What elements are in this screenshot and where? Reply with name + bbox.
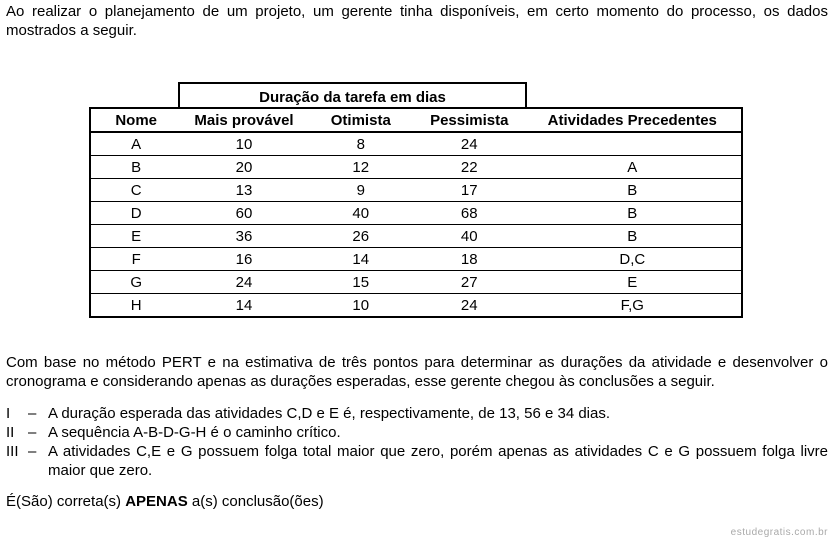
cell-mais-provavel: 14 xyxy=(235,296,253,314)
cell-nome: B xyxy=(90,156,181,179)
header-pessimista: Pessimista xyxy=(415,108,524,132)
table-row xyxy=(90,225,742,248)
cell-nome: C xyxy=(90,179,181,202)
conclusion-item-3 xyxy=(6,442,828,480)
cell-mais-provavel: 20 xyxy=(181,156,306,179)
cell-nome: A xyxy=(90,132,181,156)
cell-mais-provavel: 60 xyxy=(181,202,306,225)
cell-precedentes: B xyxy=(524,225,742,248)
question-bold: APENAS xyxy=(125,493,188,510)
conclusion-item-2 xyxy=(6,423,828,442)
header-otimista: Otimista xyxy=(307,108,415,132)
cell-precedentes: B xyxy=(524,202,742,225)
cell-mais-provavel: 16 xyxy=(181,248,306,271)
cell-pessimista: 24 xyxy=(415,132,524,156)
table-body xyxy=(90,132,742,317)
item-dash: – xyxy=(28,405,37,422)
table-row xyxy=(90,248,742,271)
duration-group-header: Duração da tarefa em dias xyxy=(178,82,527,107)
cell-nome: H xyxy=(130,296,142,314)
intro-paragraph: Ao realizar o planejamento de um projeto, um gerente tinha disponíveis, em certo momento do processo, os dados mostrados a seguir. xyxy=(6,3,828,39)
cell-otimista: 26 xyxy=(307,225,415,248)
cell-nome: E xyxy=(90,225,181,248)
cell-precedentes: F,G xyxy=(620,296,644,314)
cell-pessimista: 22 xyxy=(415,156,524,179)
cell-pessimista: 18 xyxy=(415,248,524,271)
cell-mais-provavel: 10 xyxy=(181,132,306,156)
cell-precedentes: D,C xyxy=(524,248,742,271)
item-dash: – xyxy=(28,424,37,441)
cell-precedentes xyxy=(524,132,742,156)
cell-otimista: 10 xyxy=(352,296,370,314)
question-after: a(s) conclusão(ões) xyxy=(187,493,324,510)
item-number: III xyxy=(6,443,19,460)
cell-mais-provavel: 24 xyxy=(181,271,306,294)
table-row xyxy=(90,294,742,318)
header-mais-provavel: Mais provável xyxy=(181,108,306,132)
cell-otimista: 8 xyxy=(307,132,415,156)
item-text: A atividades C,E e G possuem folga total maior que zero, porém apenas as atividades C e G possuem folga livre maior que zero. xyxy=(48,443,828,479)
item-number: II xyxy=(6,424,15,441)
table-header-row xyxy=(90,108,742,132)
item-number: I xyxy=(6,405,11,422)
item-text: A sequência A-B-D-G-H é o caminho crítico. xyxy=(48,424,341,441)
cell-nome: D xyxy=(90,202,181,225)
cell-pessimista: 27 xyxy=(415,271,524,294)
table-row xyxy=(90,156,742,179)
cell-pessimista: 17 xyxy=(415,179,524,202)
header-nome: Nome xyxy=(90,108,181,132)
watermark: estudegratis.com.br xyxy=(730,527,828,538)
header-atividades-precedentes: Atividades Precedentes xyxy=(524,108,742,132)
cell-otimista: 12 xyxy=(307,156,415,179)
cell-mais-provavel: 13 xyxy=(181,179,306,202)
cell-otimista: 40 xyxy=(307,202,415,225)
item-dash: – xyxy=(28,443,37,460)
cell-nome: F xyxy=(90,248,181,271)
conclusions-list xyxy=(6,404,828,480)
cell-otimista: 9 xyxy=(307,179,415,202)
body-paragraph: Com base no método PERT e na estimativa de três pontos para determinar as durações da atividade e desenvolver o cronograma e considerando apenas as durações esperadas, esse gerente chegou às conclusões a seguir. xyxy=(6,354,828,390)
cell-mais-provavel: 36 xyxy=(181,225,306,248)
item-text: A duração esperada das atividades C,D e E é, respectivamente, de 13, 56 e 34 dias. xyxy=(48,405,611,422)
cell-precedentes: A xyxy=(524,156,742,179)
cell-precedentes: E xyxy=(524,271,742,294)
cell-pessimista: 68 xyxy=(415,202,524,225)
table-row xyxy=(90,179,742,202)
question-before: É(São) correta(s) xyxy=(6,493,126,510)
cell-nome: G xyxy=(90,271,181,294)
cell-pessimista: 40 xyxy=(415,225,524,248)
table-row xyxy=(90,132,742,156)
table-row xyxy=(90,202,742,225)
cell-precedentes: B xyxy=(524,179,742,202)
cell-otimista: 14 xyxy=(307,248,415,271)
cell-otimista: 15 xyxy=(307,271,415,294)
question-prompt xyxy=(6,492,324,511)
conclusion-item-1 xyxy=(6,404,828,423)
pert-table xyxy=(89,107,743,318)
cell-pessimista: 24 xyxy=(460,296,478,314)
table-row xyxy=(90,271,742,294)
